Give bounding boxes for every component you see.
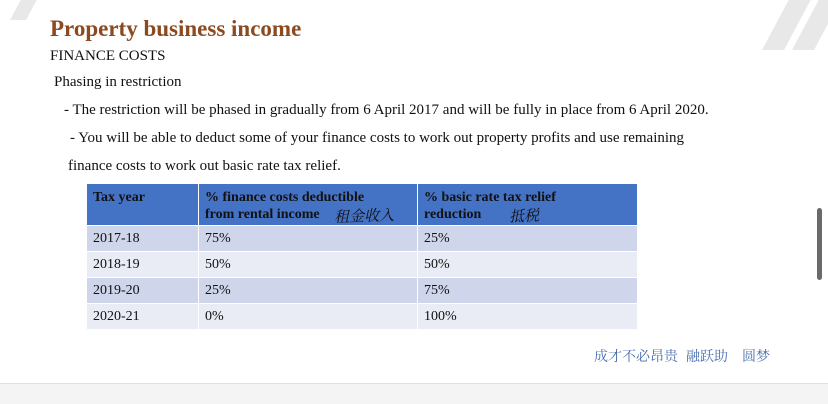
header-tax-year-label: Tax year	[93, 190, 145, 205]
cell-year: 2019-20	[87, 278, 199, 304]
header-finance-line2: from rental income	[205, 207, 320, 222]
table-row	[87, 252, 638, 278]
cell-deductible: 50%	[199, 252, 418, 278]
slide-title: Property business income	[50, 16, 302, 41]
cell-deductible: 0%	[199, 304, 418, 330]
cell-deductible: 75%	[199, 226, 418, 252]
footer-slogan-part2: 融跃助	[686, 349, 728, 365]
scrollbar-thumb[interactable]	[817, 208, 822, 280]
header-tax-year	[87, 184, 199, 226]
handwritten-note-rental: 租金收入	[333, 207, 395, 227]
decorative-stripe	[10, 0, 42, 20]
cell-deductible: 25%	[199, 278, 418, 304]
table-row	[87, 304, 638, 330]
phasing-heading: Phasing in restriction	[54, 74, 182, 90]
bullet-restriction: - The restriction will be phased in gradually from 6 April 2017 and will be fully in place from 6 April 2020.	[64, 102, 709, 118]
header-finance-line1: % finance costs deductible	[205, 190, 365, 205]
table-row	[87, 226, 638, 252]
cell-year: 2020-21	[87, 304, 199, 330]
footer-slogan-part1: 成才不必昂贵	[594, 349, 678, 365]
header-relief-line2: reduction	[424, 207, 482, 222]
cell-relief: 25%	[418, 226, 638, 252]
table-row	[87, 278, 638, 304]
cell-relief: 50%	[418, 252, 638, 278]
cell-relief: 100%	[418, 304, 638, 330]
footer-slogan	[594, 346, 770, 366]
cell-year: 2017-18	[87, 226, 199, 252]
bullet-deduct-line1: - You will be able to deduct some of your finance costs to work out property profits and use remaining	[70, 130, 685, 146]
cell-relief: 75%	[418, 278, 638, 304]
handwritten-note-tax: 抵税	[508, 208, 540, 226]
bottom-bar	[0, 383, 828, 404]
cell-year: 2018-19	[87, 252, 199, 278]
bullet-deduct-line2: finance costs to work out basic rate tax relief.	[68, 158, 341, 174]
header-relief-line1: % basic rate tax relief	[424, 190, 556, 205]
slide-subtitle: FINANCE COSTS	[50, 48, 166, 64]
footer-slogan-part3: 圆梦	[742, 349, 770, 365]
